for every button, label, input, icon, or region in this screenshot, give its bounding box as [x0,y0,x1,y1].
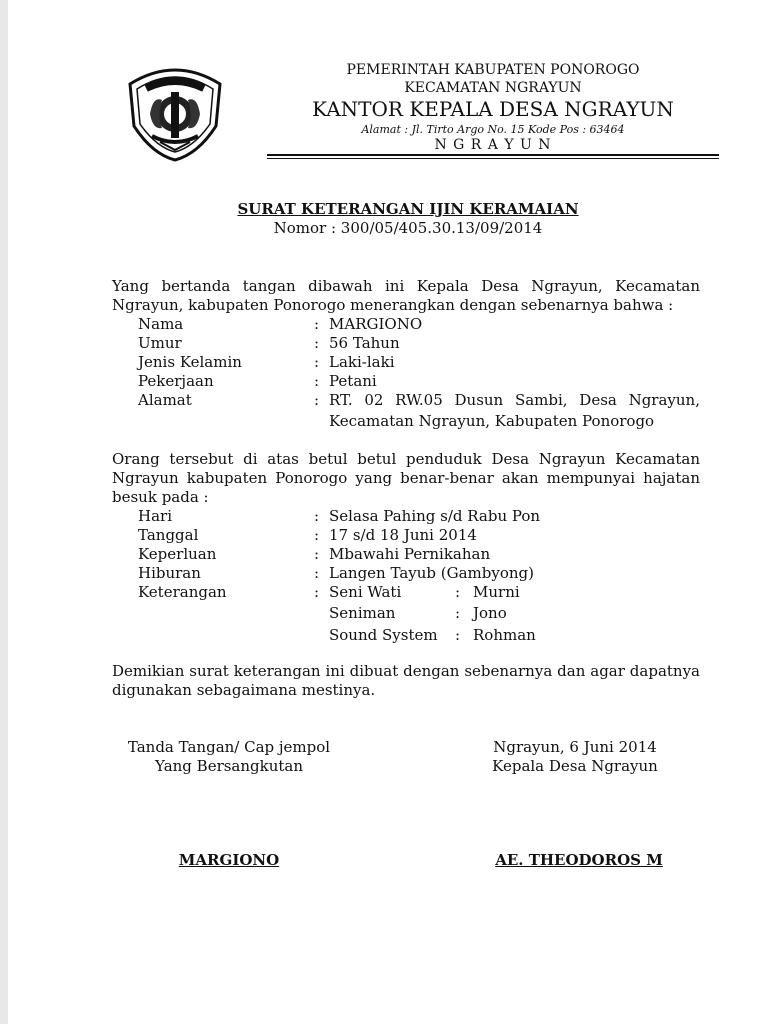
identity-value: 56 Tahun [329,334,400,352]
letterhead-office: KANTOR KEPALA DESA NGRAYUN [312,97,674,121]
remark-value: Murni [473,583,520,601]
signature-right-name: AE. THEODOROS M [495,851,663,869]
remark-value: Rohman [473,626,536,644]
event-label: Hari [138,507,172,525]
identity-label: Nama [138,315,184,333]
paragraph-2-line-3: besuk pada : [112,488,209,506]
field-colon: : [314,507,320,525]
remark-value: Jono [473,604,507,622]
event-value: Selasa Pahing s/d Rabu Pon [329,507,541,525]
paragraph-2-line-1: Orang tersebut di atas betul betul penduduk Desa Ngrayun Kecamatan [112,450,700,468]
intro-line-2: Ngrayun, kabupaten Ponorogo menerangkan dengan sebenarnya bahwa : [112,296,674,314]
document-number: Nomor : 300/05/405.30.13/09/2014 [273,219,543,237]
field-colon: : [314,526,320,544]
letterhead-divider-thin [267,158,719,159]
document-title: SURAT KETERANGAN IJIN KERAMAIAN [237,200,579,218]
letterhead-village: N G R A Y U N [434,137,552,153]
field-colon: : [314,391,320,409]
event-label: Tanggal [138,526,199,544]
signature-left-role: Yang Bersangkutan [154,757,304,775]
identity-label: Pekerjaan [138,372,214,390]
field-colon: : [455,583,461,601]
signature-right-role: Kepala Desa Ngrayun [492,757,658,775]
field-colon: : [314,315,320,333]
letterhead-government: PEMERINTAH KABUPATEN PONOROGO [346,62,640,78]
identity-value: Laki-laki [329,353,395,371]
event-value: 17 s/d 18 Juni 2014 [329,526,477,544]
paragraph-2-line-2: Ngrayun kabupaten Ponorogo yang benar-benar akan mempunyai hajatan [112,469,700,487]
event-label: Keterangan [138,583,227,601]
signature-right-date: Ngrayun, 6 Juni 2014 [493,738,657,756]
event-value: Langen Tayub (Gambyong) [329,564,534,582]
letterhead-district: KECAMATAN NGRAYUN [404,80,582,96]
remark-label: Sound System [329,626,438,644]
signature-left-name: MARGIONO [178,851,280,869]
field-colon: : [314,353,320,371]
event-value: Mbawahi Pernikahan [329,545,491,563]
event-label: Hiburan [138,564,201,582]
field-colon: : [314,583,320,601]
field-colon: : [455,626,461,644]
identity-value: Petani [329,372,377,390]
document-page [8,0,768,1024]
signature-left-caption: Tanda Tangan/ Cap jempol [127,738,331,756]
field-colon: : [314,372,320,390]
intro-line-1: Yang bertanda tangan dibawah ini Kepala Desa Ngrayun, Kecamatan [112,277,700,295]
field-colon: : [314,564,320,582]
identity-label: Jenis Kelamin [138,353,242,371]
identity-value-continued: Kecamatan Ngrayun, Kabupaten Ponorogo [329,412,655,430]
identity-label: Alamat [138,391,192,409]
remark-label: Seniman [329,604,396,622]
closing-line-1: Demikian surat keterangan ini dibuat dengan sebenarnya dan agar dapatnya [112,662,700,680]
event-label: Keperluan [138,545,217,563]
letterhead-divider [267,154,719,156]
identity-label: Umur [138,334,182,352]
identity-value: MARGIONO [329,315,423,333]
closing-line-2: digunakan sebagaimana mestinya. [112,681,376,699]
remark-label: Seni Wati [329,583,402,601]
field-colon: : [455,604,461,622]
regency-emblem-icon [120,62,230,162]
letterhead-address: Alamat : Jl. Tirto Argo No. 15 Kode Pos : 63464 [361,123,625,136]
field-colon: : [314,334,320,352]
field-colon: : [314,545,320,563]
identity-value: RT. 02 RW.05 Dusun Sambi, Desa Ngrayun, [329,391,700,409]
